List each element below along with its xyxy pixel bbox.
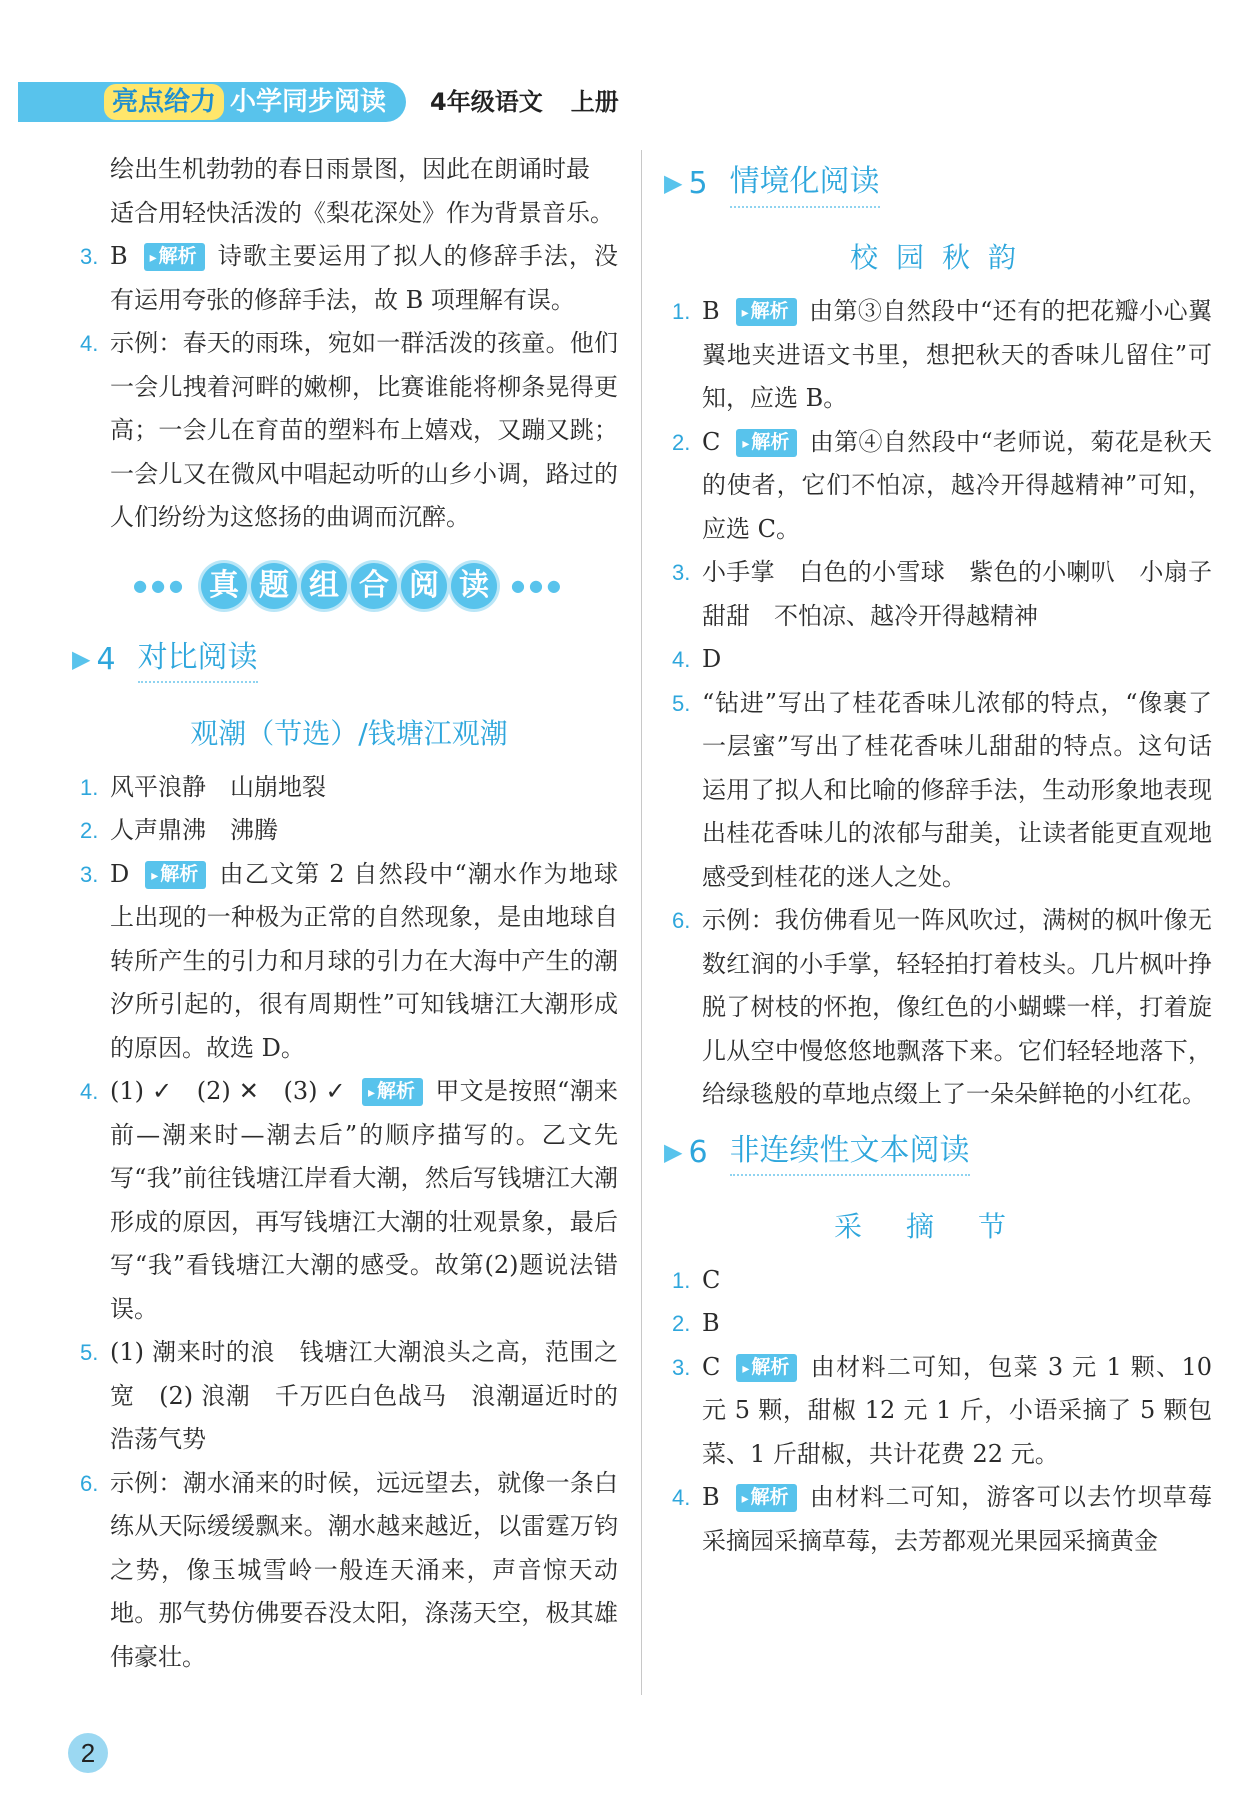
section-arrow-icon: ▶ bbox=[664, 1137, 683, 1166]
answer-choice: C bbox=[702, 1352, 721, 1381]
answer-text: (1) 潮来时的浪 钱塘江大潮浪头之高，范围之宽 (2) 浪潮 千万匹白色战马 浪潮逼近时的浩荡气势 bbox=[110, 1338, 618, 1453]
answer-text: “钻进”写出了桂花香味儿浓郁的特点，“像裹了一层蜜”写出了桂花香味儿甜甜的特点。这句话运用了拟人和比喻的修辞手法，生动形象地表现出桂花香味儿的浓郁与甜美，让读者能更直观地感受到桂花的迷人之处。 bbox=[702, 688, 1212, 891]
intro-line-2: 适合用轻快活泼的《梨花深处》作为背景音乐。 bbox=[110, 198, 614, 227]
analysis-text: 甲文是按照“潮来前—潮来时—潮去后”的顺序描写的。乙文先写“我”前往钱塘江岸看大潮，然后写钱塘江大潮形成的原因，再写钱塘江大潮的壮观景象，最后写“我”看钱塘江大潮的感受。故第(2)题说法错误。 bbox=[110, 1077, 618, 1323]
answer-text: 风平浪静 山崩地裂 bbox=[110, 772, 326, 801]
column-divider bbox=[641, 150, 642, 1695]
analysis-tag: ▸ 解析 bbox=[736, 1484, 797, 1512]
header-grade bbox=[430, 84, 647, 120]
section-title: 情境化阅读 bbox=[730, 160, 880, 208]
analysis-tag: ▸ 解析 bbox=[736, 298, 797, 326]
item-number: 2. bbox=[672, 1311, 691, 1336]
volume-label: 上册 bbox=[570, 88, 619, 116]
answer-text: 示例：春天的雨珠，宛如一群活泼的孩童。他们一会儿拽着河畔的嫩柳，比赛谁能将柳条晃得更高；一会儿在育苗的塑料布上嬉戏，又蹦又跳；一会儿又在微风中唱起动听的山乡小调，路过的人们纷纷为这悠扬的曲调而沉醉。 bbox=[110, 329, 618, 531]
article-title: 采摘节 bbox=[833, 1209, 1050, 1243]
page-number: 2 bbox=[68, 1733, 108, 1773]
answer-item bbox=[672, 899, 1212, 1117]
answer-text: 人声鼎沸 沸腾 bbox=[110, 816, 278, 844]
answer-text: B bbox=[702, 1309, 720, 1337]
article-title: 校园秋韵 bbox=[849, 241, 1034, 274]
band-char: 读 bbox=[451, 563, 497, 609]
right-column bbox=[664, 148, 1236, 1563]
answer-text: C bbox=[702, 1265, 721, 1294]
section-arrow-icon: ▶ bbox=[664, 169, 683, 198]
answer-item bbox=[80, 235, 618, 322]
item-number: 2. bbox=[672, 429, 691, 455]
section-number: 5 bbox=[688, 166, 708, 202]
brand-part2: 小学同步阅读 bbox=[230, 87, 387, 117]
answer-item bbox=[672, 638, 1212, 682]
item-number: 3. bbox=[80, 244, 99, 269]
section-heading bbox=[664, 1125, 1212, 1181]
answer-text: D bbox=[702, 645, 722, 673]
band-dots-right: ●●● bbox=[511, 575, 565, 595]
analysis-text: 由第③自然段中“还有的把花瓣小心翼翼地夹进语文书里，想把秋天的香味儿留住”可知，应选 B。 bbox=[702, 297, 1212, 412]
item-number: 3. bbox=[80, 861, 99, 887]
item-number: 4. bbox=[672, 1485, 691, 1510]
answer-item bbox=[672, 421, 1212, 552]
section-title: 非连续性文本阅读 bbox=[730, 1129, 970, 1177]
answer-item bbox=[80, 1331, 618, 1462]
answer-item bbox=[672, 290, 1212, 421]
section-number: 4 bbox=[96, 641, 116, 677]
answer-choice: D bbox=[110, 859, 130, 888]
answer-text: 示例：我仿佛看见一阵风吹过，满树的枫叶像无数红润的小手掌，轻轻拍打着枝头。几片枫叶挣脱了树枝的怀抱，像红色的小蝴蝶一样，打着旋儿从空中慢悠悠地飘落下来。它们轻轻地落下，给绿毯般的草地点缀上了一朵朵鲜艳的小红花。 bbox=[702, 906, 1212, 1108]
band-char: 真 bbox=[201, 563, 247, 609]
answer-choice: B bbox=[702, 297, 720, 325]
band-dots-left: ●●● bbox=[133, 575, 187, 595]
item-number: 2. bbox=[80, 818, 99, 843]
answer-item bbox=[80, 853, 618, 1071]
analysis-tag: ▸ 解析 bbox=[736, 1354, 797, 1382]
item-number: 4. bbox=[672, 647, 691, 672]
item-number: 6. bbox=[672, 908, 691, 933]
item-number: 3. bbox=[672, 1354, 691, 1380]
answer-item bbox=[672, 682, 1212, 900]
answer-item bbox=[80, 766, 618, 810]
analysis-tag: ▸ 解析 bbox=[144, 243, 205, 271]
answer-choice: B bbox=[110, 242, 128, 270]
analysis-tag: ▸ 解析 bbox=[362, 1078, 423, 1106]
left-column bbox=[72, 148, 618, 1679]
answer-item bbox=[672, 551, 1236, 638]
answer-item bbox=[672, 1302, 1212, 1346]
answer-item bbox=[80, 322, 618, 540]
analysis-tag: ▸ 解析 bbox=[736, 429, 797, 457]
item-number: 1. bbox=[672, 299, 691, 324]
section-number: 6 bbox=[688, 1134, 708, 1170]
grade-label: 4年级语文 bbox=[430, 88, 543, 116]
section-band bbox=[80, 548, 618, 624]
analysis-text: 诗歌主要运用了拟人的修辞手法，没有运用夸张的修辞手法，故 B 项理解有误。 bbox=[110, 242, 618, 314]
answer-text: 小手掌 白色的小雪球 紫色的小喇叭 小扇子 甜甜 不怕凉、越冷开得越精神 bbox=[702, 558, 1236, 630]
analysis-text: 由第④自然段中“老师说，菊花是秋天的使者，它们不怕凉，越冷开得越精神”可知，应选 C。 bbox=[702, 427, 1212, 543]
answer-item bbox=[80, 1462, 618, 1680]
answer-item bbox=[672, 1346, 1212, 1477]
item-number: 1. bbox=[672, 1267, 691, 1293]
section-heading bbox=[664, 156, 1212, 212]
answer-choice: B bbox=[702, 1483, 720, 1511]
item-number: 3. bbox=[672, 560, 691, 585]
band-char: 题 bbox=[251, 563, 297, 609]
section-arrow-icon: ▶ bbox=[72, 644, 91, 673]
answer-item bbox=[80, 1070, 618, 1331]
item-number: 5. bbox=[80, 1340, 99, 1365]
item-number: 4. bbox=[80, 331, 99, 356]
item-number: 5. bbox=[672, 690, 691, 716]
item-number: 6. bbox=[80, 1470, 99, 1496]
band-char: 阅 bbox=[401, 563, 447, 609]
answer-text: 示例：潮水涌来的时候，远远望去，就像一条白练从天际缓缓飘来。潮水越来越近，以雷霆万钧之势，像玉城雪岭一般连天涌来，声音惊天动地。那气势仿佛要吞没太阳，涤荡天空，极其雄伟豪壮。 bbox=[110, 1468, 618, 1671]
band-char: 合 bbox=[351, 563, 397, 609]
intro-paragraph bbox=[80, 148, 618, 235]
answer-item bbox=[672, 1259, 1212, 1303]
brand-logo bbox=[104, 84, 386, 120]
answer-item bbox=[80, 809, 618, 853]
analysis-tag: ▸ 解析 bbox=[145, 861, 206, 889]
analysis-text: 由材料二可知，游客可以去竹坝草莓采摘园采摘草莓，去芳都观光果园采摘黄金 bbox=[702, 1483, 1212, 1555]
analysis-text: 由乙文第 2 自然段中“潮水作为地球上出现的一种极为正常的自然现象，是由地球自转所产生的引力和月球的引力在大海中产生的潮汐所引起的，很有周期性”可知钱塘江大潮形成的原因。故选 D。 bbox=[110, 859, 618, 1062]
analysis-text: 由材料二可知，包菜 3 元 1 颗、10 元 5 颗，甜椒 12 元 1 斤，小语采摘了 5 颗包菜、1 斤甜椒，共计花费 22 元。 bbox=[702, 1352, 1212, 1468]
item-number: 4. bbox=[80, 1079, 99, 1104]
answer-item bbox=[672, 1476, 1212, 1563]
brand-part1: 亮点给力 bbox=[104, 84, 224, 120]
section-heading bbox=[72, 632, 618, 688]
answer-choice: (1) ✓ (2) ✕ (3) ✓ bbox=[110, 1077, 346, 1105]
item-number: 1. bbox=[80, 774, 99, 800]
band-char: 组 bbox=[301, 563, 347, 609]
answer-choice: C bbox=[702, 427, 721, 456]
article-title: 观潮（节选）/钱塘江观潮 bbox=[190, 716, 508, 750]
section-title: 对比阅读 bbox=[138, 636, 258, 684]
intro-line-1: 绘出生机勃勃的春日雨景图，因此在朗诵时最 bbox=[110, 155, 590, 183]
